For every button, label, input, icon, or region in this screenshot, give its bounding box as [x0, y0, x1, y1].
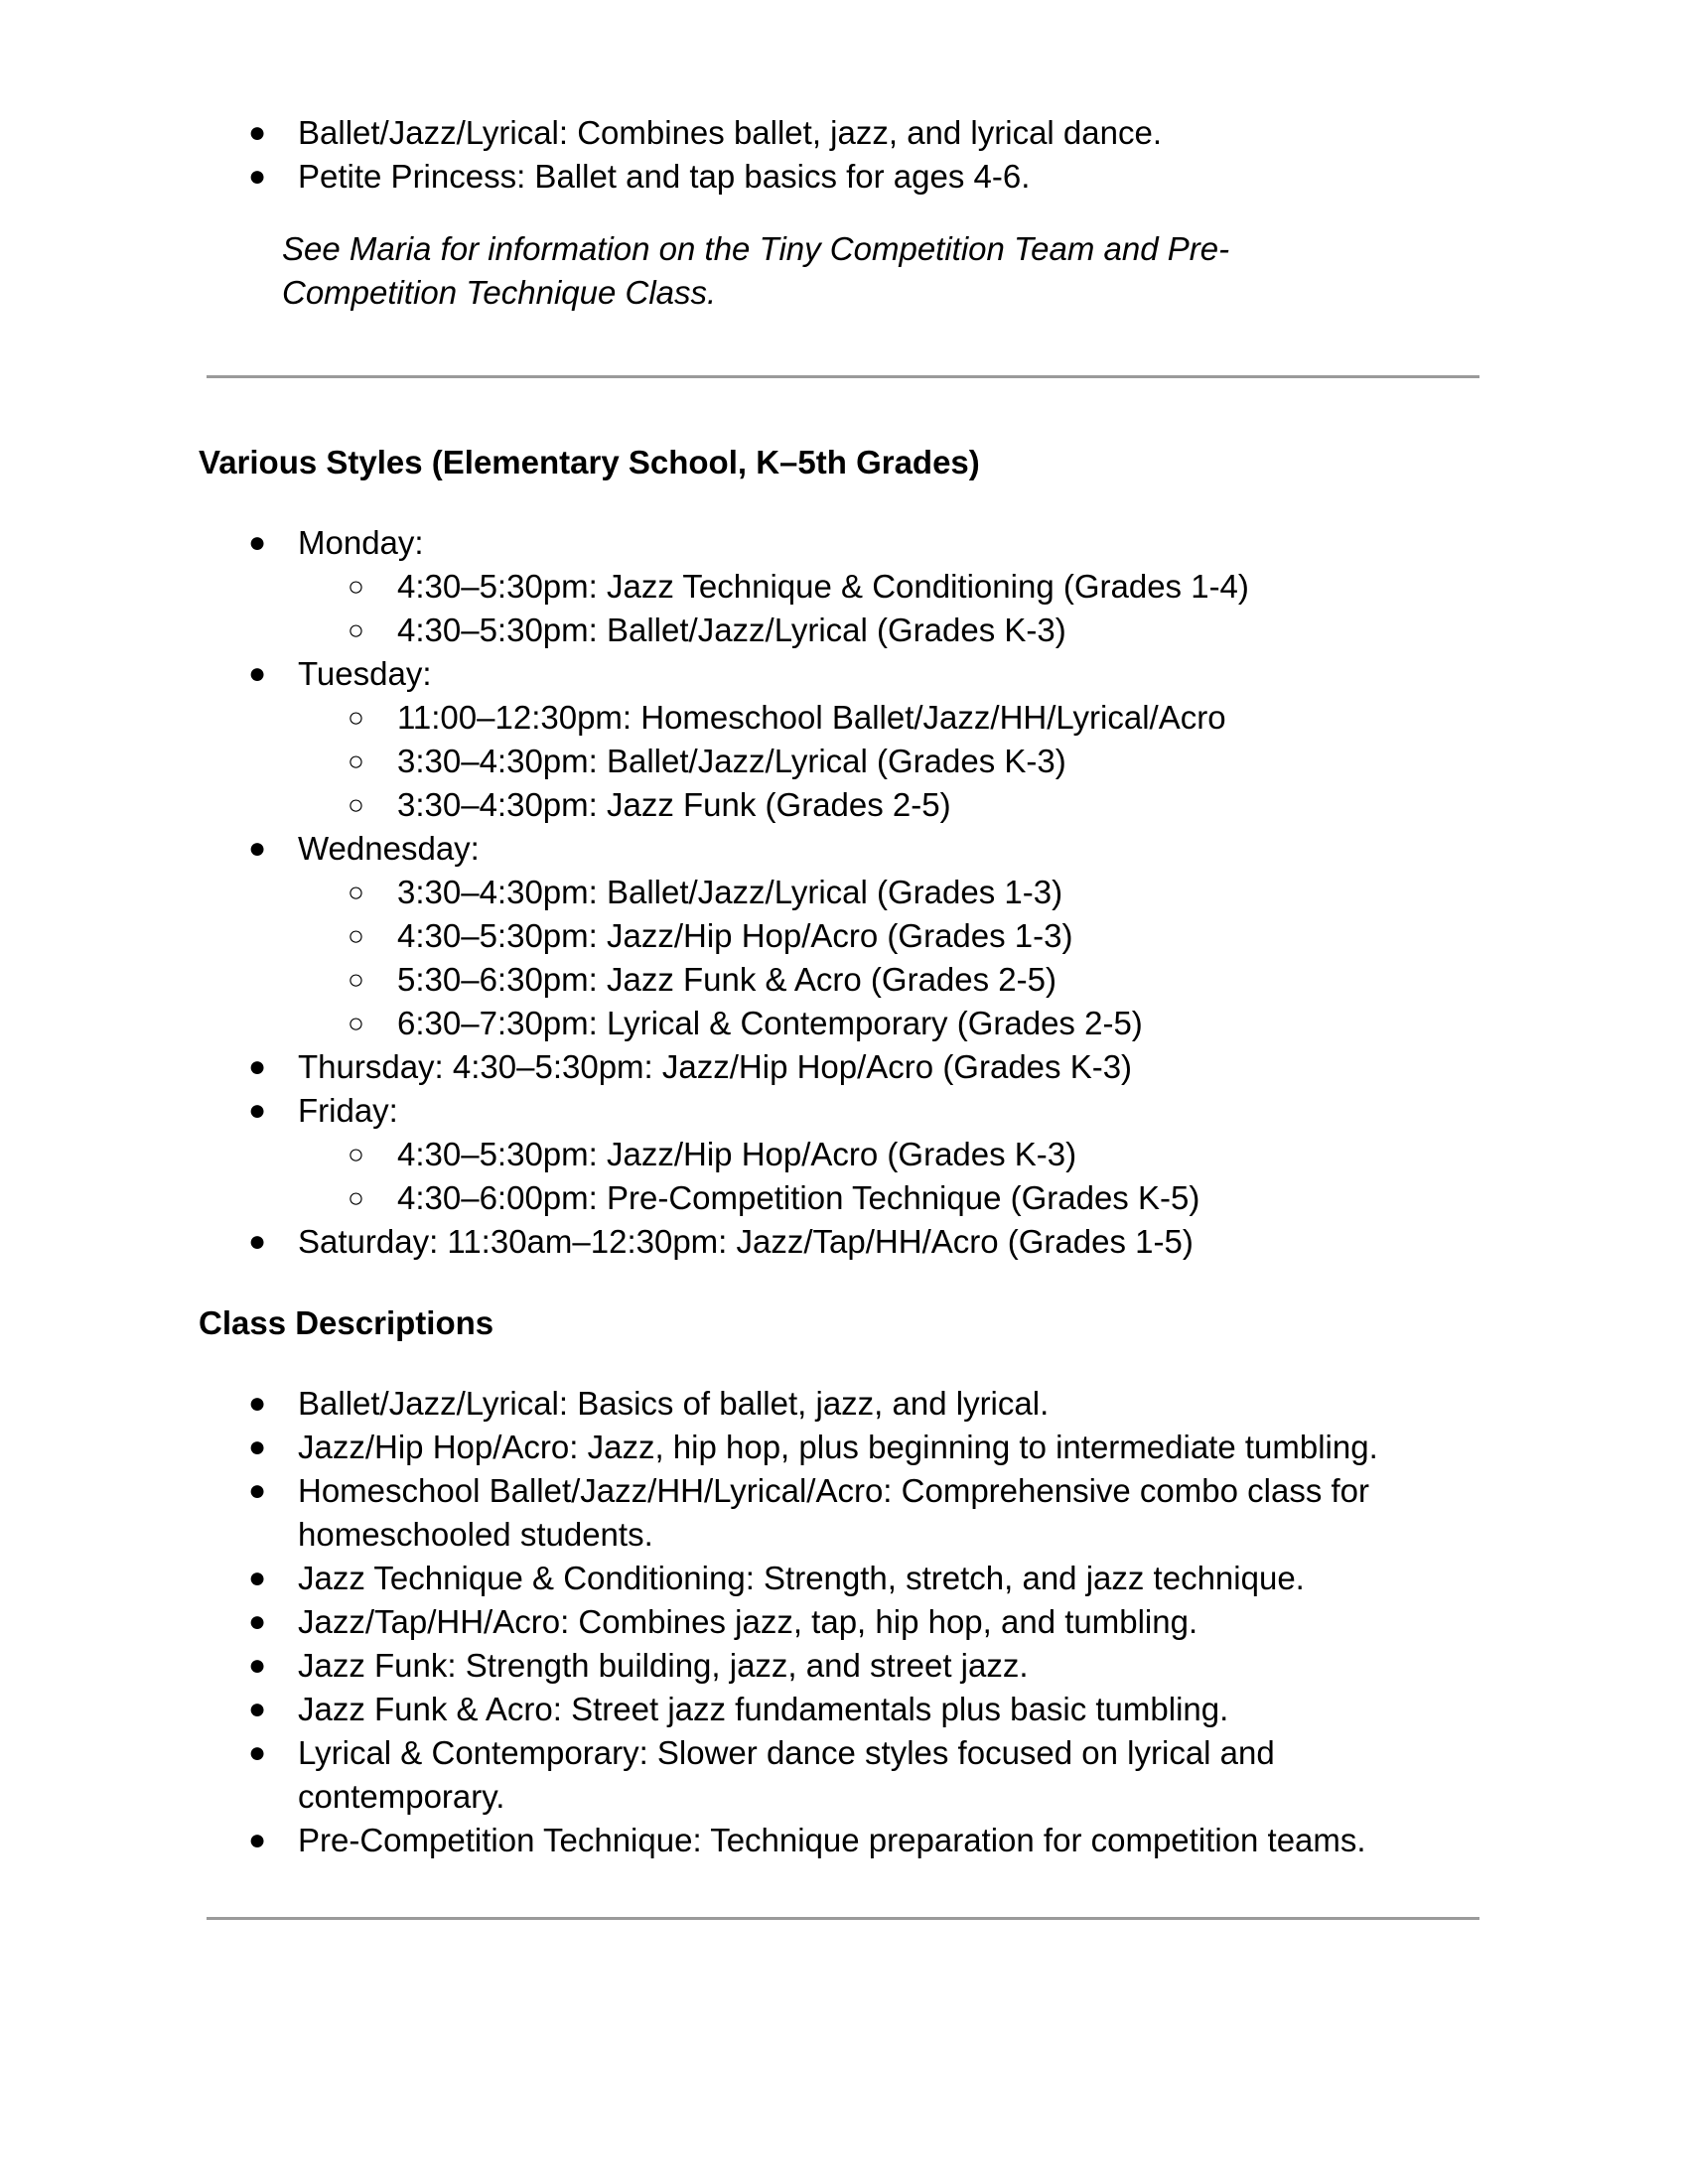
description-text: Jazz/Tap/HH/Acro: Combines jazz, tap, hip hop, and tumbling.: [298, 1603, 1198, 1640]
class-item-text: 3:30–4:30pm: Jazz Funk (Grades 2-5): [397, 786, 951, 823]
list-item: [248, 111, 1162, 155]
day-item-thursday: [248, 1045, 1249, 1089]
bullet-icon: ●: [248, 1824, 267, 1856]
class-item-text: 4:30–5:30pm: Jazz/Hip Hop/Acro (Grades K-3): [397, 1136, 1077, 1172]
class-item-text: 4:30–5:30pm: Ballet/Jazz/Lyrical (Grades K-3): [397, 612, 1066, 648]
bullet-icon: ●: [248, 1387, 267, 1420]
class-item: [248, 871, 1249, 914]
description-item: [248, 1819, 1440, 1862]
class-item: [248, 565, 1249, 609]
sub-bullet-icon: ○: [348, 571, 364, 602]
section-heading-elementary: Various Styles (Elementary School, K–5th Grades): [199, 444, 980, 480]
day-item-monday: [248, 521, 1249, 565]
day-label: Friday:: [298, 1092, 398, 1129]
competition-note: See Maria for information on the Tiny Competition Team and Pre-Competition Technique Class.: [282, 230, 1230, 311]
section-heading-descriptions: Class Descriptions: [199, 1304, 494, 1341]
description-item: [248, 1557, 1440, 1600]
bullet-icon: ●: [248, 1225, 267, 1258]
class-item: [248, 958, 1249, 1002]
description-text: Jazz/Hip Hop/Acro: Jazz, hip hop, plus beginning to intermediate tumbling.: [298, 1429, 1378, 1465]
class-item-text: 4:30–5:30pm: Jazz Technique & Conditioning (Grades 1-4): [397, 568, 1249, 605]
description-item: [248, 1382, 1440, 1426]
bullet-icon: ●: [248, 116, 267, 149]
day-label: Monday:: [298, 524, 424, 561]
sub-bullet-icon: ○: [348, 1008, 364, 1038]
description-text: Jazz Funk & Acro: Street jazz fundamentals plus basic tumbling.: [298, 1691, 1229, 1727]
bullet-icon: ●: [248, 657, 267, 690]
bullet-icon: ●: [248, 1649, 267, 1682]
bullet-icon: ●: [248, 1605, 267, 1638]
description-item: [248, 1644, 1440, 1688]
section-divider: [207, 375, 1479, 378]
class-item: [248, 1133, 1249, 1176]
bullet-icon: ●: [248, 1431, 267, 1463]
class-item: [248, 1176, 1249, 1220]
sub-bullet-icon: ○: [348, 746, 364, 776]
description-text: Jazz Technique & Conditioning: Strength, stretch, and jazz technique.: [298, 1560, 1305, 1596]
description-item: [248, 1600, 1440, 1644]
class-item: [248, 609, 1249, 652]
sub-bullet-icon: ○: [348, 964, 364, 995]
bullet-icon: ●: [248, 832, 267, 865]
description-item: [248, 1426, 1440, 1469]
section-divider: [207, 1917, 1479, 1920]
sub-bullet-icon: ○: [348, 920, 364, 951]
class-item-text: 6:30–7:30pm: Lyrical & Contemporary (Grades 2-5): [397, 1005, 1143, 1041]
description-text: Jazz Funk: Strength building, jazz, and street jazz.: [298, 1647, 1029, 1684]
sub-bullet-icon: ○: [348, 614, 364, 645]
bullet-icon: ●: [248, 1094, 267, 1127]
class-item: [248, 1002, 1249, 1045]
sub-bullet-icon: ○: [348, 702, 364, 733]
day-label: Tuesday:: [298, 655, 432, 692]
description-text: Pre-Competition Technique: Technique preparation for competition teams.: [298, 1822, 1366, 1858]
description-text: Lyrical & Contemporary: Slower dance styles focused on lyrical and contemporary.: [298, 1734, 1275, 1815]
day-item-saturday: [248, 1220, 1249, 1264]
description-text: Homeschool Ballet/Jazz/HH/Lyrical/Acro: Comprehensive combo class for homeschooled students.: [298, 1472, 1370, 1553]
bullet-icon: ●: [248, 1474, 267, 1507]
day-label: Thursday: 4:30–5:30pm: Jazz/Hip Hop/Acro (Grades K-3): [298, 1048, 1133, 1085]
bullet-icon: ●: [248, 160, 267, 193]
class-item-text: 4:30–6:00pm: Pre-Competition Technique (Grades K-5): [397, 1179, 1200, 1216]
bullet-icon: ●: [248, 1693, 267, 1725]
sub-bullet-icon: ○: [348, 1182, 364, 1213]
weekly-schedule-list: [248, 521, 1249, 1264]
intro-class-list: [248, 111, 1162, 199]
class-item: [248, 783, 1249, 827]
class-item-text: 11:00–12:30pm: Homeschool Ballet/Jazz/HH/Lyrical/Acro: [397, 699, 1226, 736]
description-item: [248, 1731, 1440, 1819]
description-text: Ballet/Jazz/Lyrical: Basics of ballet, jazz, and lyrical.: [298, 1385, 1050, 1422]
sub-bullet-icon: ○: [348, 1139, 364, 1169]
class-item: [248, 696, 1249, 740]
list-item: [248, 155, 1162, 199]
description-item: [248, 1469, 1440, 1557]
day-label: Saturday: 11:30am–12:30pm: Jazz/Tap/HH/Acro (Grades 1-5): [298, 1223, 1194, 1260]
class-item-text: 5:30–6:30pm: Jazz Funk & Acro (Grades 2-5): [397, 961, 1056, 998]
bullet-icon: ●: [248, 1736, 267, 1769]
description-item: [248, 1688, 1440, 1731]
class-item: [248, 740, 1249, 783]
class-item: [248, 914, 1249, 958]
class-item-text: 4:30–5:30pm: Jazz/Hip Hop/Acro (Grades 1-3): [397, 917, 1073, 954]
list-item-text: Ballet/Jazz/Lyrical: Combines ballet, jazz, and lyrical dance.: [298, 114, 1163, 151]
sub-bullet-icon: ○: [348, 789, 364, 820]
bullet-icon: ●: [248, 1562, 267, 1594]
list-item-text: Petite Princess: Ballet and tap basics for ages 4-6.: [298, 158, 1031, 195]
class-item-text: 3:30–4:30pm: Ballet/Jazz/Lyrical (Grades 1-3): [397, 874, 1063, 910]
day-item-wednesday: [248, 827, 1249, 871]
bullet-icon: ●: [248, 526, 267, 559]
day-item-friday: [248, 1089, 1249, 1133]
class-item-text: 3:30–4:30pm: Ballet/Jazz/Lyrical (Grades K-3): [397, 743, 1066, 779]
day-label: Wednesday:: [298, 830, 480, 867]
class-description-list: [248, 1382, 1440, 1862]
day-item-tuesday: [248, 652, 1249, 696]
bullet-icon: ●: [248, 1050, 267, 1083]
sub-bullet-icon: ○: [348, 877, 364, 907]
